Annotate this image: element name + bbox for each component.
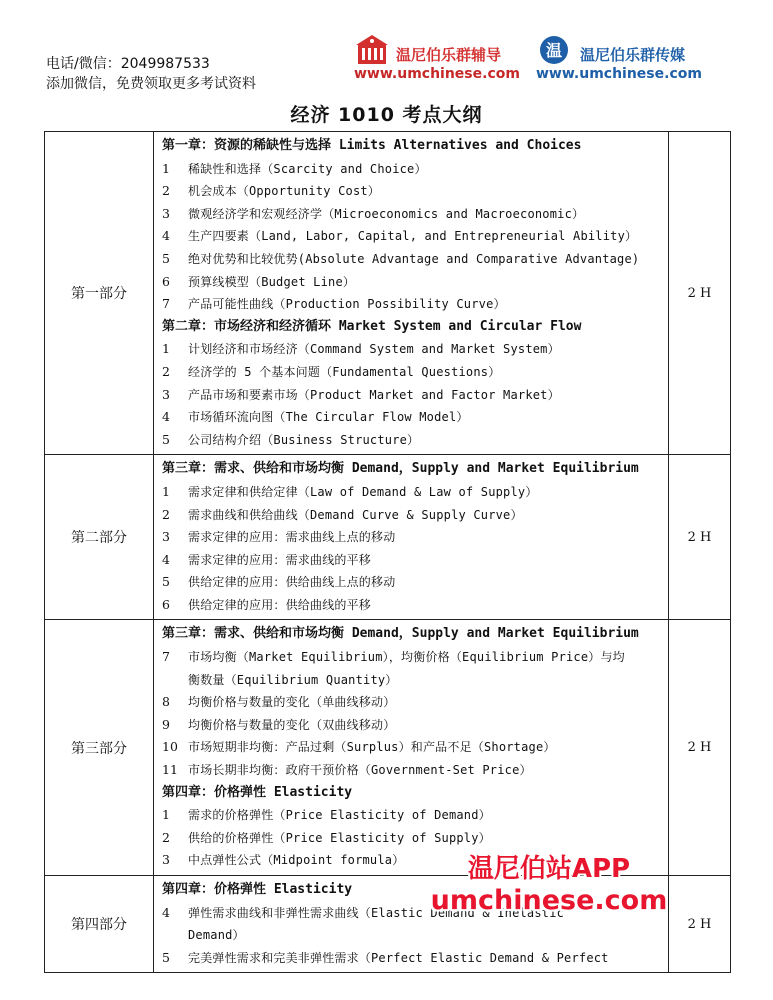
part-hours: 2 H	[669, 132, 731, 455]
topic-text: Demand）	[188, 928, 245, 943]
syllabus-part-row	[45, 620, 731, 876]
topic-item	[162, 549, 668, 572]
topic-number: 2	[162, 506, 170, 522]
topic-text: 市场长期非均衡：政府干预价格（Government-Set Price）	[188, 763, 532, 778]
brand-media-url[interactable]: www.umchinese.com	[536, 66, 702, 82]
topic-item	[162, 526, 668, 549]
topic-text: 需求定律的应用：需求曲线上点的移动	[188, 530, 396, 545]
part-label: 第一部分	[45, 132, 154, 455]
topic-number: 2	[162, 183, 170, 199]
topic-text: 预算线模型（Budget Line）	[188, 274, 356, 289]
topic-number: 7	[162, 649, 170, 665]
topic-number: 4	[162, 551, 170, 567]
topic-item	[162, 646, 668, 669]
topic-item	[162, 361, 668, 384]
part-label: 第四部分	[45, 876, 154, 973]
topic-item	[162, 338, 668, 361]
topic-item	[162, 180, 668, 203]
topic-number: 5	[162, 574, 170, 590]
part-content	[154, 620, 669, 876]
topic-item	[162, 691, 668, 714]
topic-text: 市场均衡（Market Equilibrium），均衡价格（Equilibrium Price）与均	[188, 650, 625, 665]
topic-text: 微观经济学和宏观经济学（Microeconomics and Macroeconomic）	[188, 206, 585, 221]
topic-text: 均衡价格与数量的变化（单曲线移动）	[188, 695, 396, 710]
watermark	[429, 852, 669, 916]
topic-number: 1	[162, 341, 170, 357]
part-content	[154, 455, 669, 620]
topic-text: 市场循环流向图（The Circular Flow Model）	[188, 410, 469, 425]
topic-text: 稀缺性和选择（Scarcity and Choice）	[188, 161, 427, 176]
topic-text: 产品可能性曲线（Production Possibility Curve）	[188, 297, 506, 312]
topic-text: 机会成本（Opportunity Cost）	[188, 184, 380, 199]
topic-text: 需求定律和供给定律（Law of Demand & Law of Supply）	[188, 484, 538, 499]
topic-item	[162, 481, 668, 504]
part-hours: 2 H	[669, 620, 731, 876]
topic-item	[162, 759, 668, 782]
topic-item	[162, 736, 668, 759]
topic-number: 3	[162, 852, 170, 868]
topic-number: 8	[162, 694, 170, 710]
topic-item	[162, 429, 668, 452]
svg-text:温: 温	[545, 41, 563, 60]
topic-text: 市场短期非均衡：产品过剩（Surplus）和产品不足（Shortage）	[188, 740, 556, 755]
page-header	[0, 0, 773, 95]
topic-item	[162, 947, 668, 970]
topic-text: 供给定律的应用：供给曲线的平移	[188, 597, 372, 612]
topic-number: 6	[162, 273, 170, 289]
topic-number: 2	[162, 829, 170, 845]
topic-text: 中点弹性公式（Midpoint formula）	[188, 853, 405, 868]
topic-item	[162, 827, 668, 850]
brand-tutoring[interactable]	[354, 34, 520, 82]
topic-item	[162, 293, 668, 316]
topic-item	[162, 225, 668, 248]
topic-number: 11	[162, 762, 178, 778]
syllabus-table	[44, 131, 731, 973]
syllabus-part-row	[45, 455, 731, 620]
topic-number: 5	[162, 949, 170, 965]
topic-text: 计划经济和市场经济（Command System and Market System）	[188, 342, 560, 357]
topic-text: 经济学的 5 个基本问题（Fundamental Questions）	[188, 364, 501, 379]
topic-item	[162, 594, 668, 617]
part-hours: 2 H	[669, 455, 731, 620]
contact-info	[46, 54, 256, 94]
topic-item	[162, 571, 668, 594]
topic-number: 5	[162, 431, 170, 447]
topic-text: 需求的价格弹性（Price Elasticity of Demand）	[188, 808, 491, 823]
topic-number: 2	[162, 363, 170, 379]
chapter-heading: 第四章：价格弹性 Elasticity	[162, 882, 353, 897]
part-label: 第三部分	[45, 620, 154, 876]
part-label: 第二部分	[45, 455, 154, 620]
topic-item	[162, 248, 668, 271]
chapter-heading: 第二章：市场经济和经济循环 Market System and Circular Flow	[162, 318, 582, 334]
topic-text: 供给的价格弹性（Price Elasticity of Supply）	[188, 830, 491, 845]
watermark-app-text: 温尼伯站APP	[467, 854, 631, 884]
chapter-heading: 第一章：资源的稀缺性与选择 Limits Alternatives and Choices	[162, 138, 582, 153]
topic-item	[162, 669, 668, 692]
topic-item	[162, 406, 668, 429]
contact-phone: 电话/微信：2049987533	[46, 56, 210, 72]
topic-number: 1	[162, 807, 170, 823]
topic-item	[162, 158, 668, 181]
topic-text: 公司结构介绍（Business Structure）	[188, 432, 420, 447]
brand-media[interactable]	[536, 34, 702, 82]
topic-item	[162, 714, 668, 737]
topic-text: 弹性需求曲线和非弹性需求曲线（Elastic Demand & Inelastic	[188, 905, 565, 920]
topic-number: 3	[162, 529, 170, 545]
topic-text: 生产四要素（Land, Labor, Capital, and Entrepreneurial Ability）	[188, 229, 638, 244]
topic-number: 4	[162, 904, 170, 920]
topic-number: 9	[162, 716, 170, 732]
syllabus-part-row	[45, 132, 731, 455]
topic-number: 6	[162, 596, 170, 612]
wen-character-logo	[538, 34, 574, 66]
topic-item	[162, 804, 668, 827]
topic-item	[162, 504, 668, 527]
university-crest-logo	[354, 34, 390, 66]
brand-tutoring-url[interactable]: www.umchinese.com	[354, 66, 520, 82]
topic-number: 3	[162, 386, 170, 402]
topic-text: 均衡价格与数量的变化（双曲线移动）	[188, 717, 396, 732]
topic-number	[162, 669, 188, 692]
topic-number	[162, 924, 188, 947]
watermark-url-text: umchinese.com	[430, 885, 668, 916]
brand-media-name: 温尼伯乐群传媒	[580, 46, 686, 64]
topic-number: 4	[162, 409, 170, 425]
topic-text: 衡数量（Equilibrium Quantity）	[188, 672, 398, 687]
topic-number: 5	[162, 250, 170, 266]
topic-number: 1	[162, 160, 170, 176]
topic-item	[162, 271, 668, 294]
topic-item	[162, 203, 668, 226]
contact-note: 添加微信，免费领取更多考试资料	[46, 76, 256, 92]
topic-text: 完美弹性需求和完美非弹性需求（Perfect Elastic Demand & Perfect	[188, 950, 609, 965]
topic-text: 绝对优势和比较优势(Absolute Advantage and Comparative Advantage)	[188, 251, 640, 266]
topic-text: 需求定律的应用：需求曲线的平移	[188, 552, 372, 567]
part-content	[154, 132, 669, 455]
chapter-heading: 第三章：需求、供给和市场均衡 Demand，Supply and Market Equilibrium	[162, 461, 639, 477]
topic-number: 7	[162, 296, 170, 312]
topic-item	[162, 924, 668, 947]
topic-number: 4	[162, 228, 170, 244]
topic-number: 3	[162, 205, 170, 221]
topic-text: 供给定律的应用：供给曲线上点的移动	[188, 575, 396, 590]
topic-number: 10	[162, 739, 178, 755]
chapter-heading: 第三章：需求、供给和市场均衡 Demand，Supply and Market Equilibrium	[162, 626, 639, 642]
topic-item	[162, 384, 668, 407]
part-hours: 2 H	[669, 876, 731, 973]
topic-text: 需求曲线和供给曲线（Demand Curve & Supply Curve）	[188, 507, 523, 522]
brand-tutoring-name: 温尼伯乐群辅导	[396, 46, 502, 64]
topic-text: 产品市场和要素市场（Product Market and Factor Market）	[188, 387, 560, 402]
chapter-heading: 第四章：价格弹性 Elasticity	[162, 784, 353, 800]
document-title: 经济 1010 考点大纲	[290, 104, 483, 126]
topic-number: 1	[162, 483, 170, 499]
